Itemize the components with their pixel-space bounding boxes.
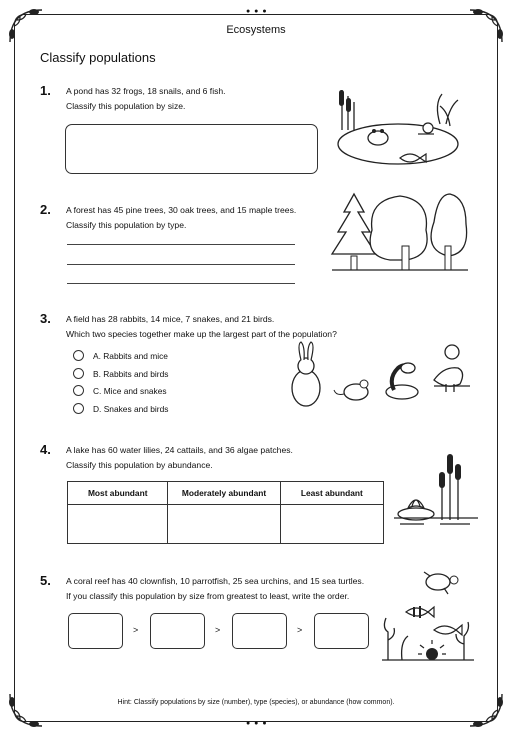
field-animals-icon xyxy=(284,336,474,412)
question-3-line-1: A field has 28 rabbits, 14 mice, 7 snakes, and 21 birds. xyxy=(66,314,275,324)
footer-hint: Hint: Classify populations by size (number), type (species), or abundance (how common). xyxy=(117,699,395,706)
table-header-row xyxy=(68,482,384,505)
radio-option-b[interactable] xyxy=(73,368,84,379)
question-4-number: 4. xyxy=(40,442,51,457)
order-slot-3[interactable] xyxy=(232,613,287,649)
greater-than-2: > xyxy=(215,625,221,635)
question-4-text xyxy=(66,443,293,473)
order-slot-1[interactable] xyxy=(68,613,123,649)
greater-than-1: > xyxy=(133,625,139,635)
question-2-answer-line-2[interactable] xyxy=(67,264,295,265)
table-row xyxy=(68,505,384,544)
coral-reef-icon xyxy=(378,568,478,664)
option-d-label: D. Snakes and birds xyxy=(93,403,169,414)
radio-option-a[interactable] xyxy=(73,350,84,361)
question-1-answer-box[interactable] xyxy=(65,124,318,174)
cell-moderately-abundant[interactable] xyxy=(168,505,280,544)
top-dots-ornament: ● ● ● xyxy=(246,8,268,15)
radio-option-c[interactable] xyxy=(73,385,84,396)
question-2-text xyxy=(66,203,296,233)
corner-vine-bottom-right-icon xyxy=(466,690,506,730)
abundance-table xyxy=(67,481,384,544)
question-2-answer-line-1[interactable] xyxy=(67,244,295,245)
lake-plants-icon xyxy=(390,448,480,530)
question-3-line-2: Which two species together make up the largest part of the population? xyxy=(66,329,337,339)
radio-option-d[interactable] xyxy=(73,403,84,414)
question-2-number: 2. xyxy=(40,202,51,217)
question-4-line-2: Classify this population by abundance. xyxy=(66,460,213,470)
header-least-abundant: Least abundant xyxy=(280,482,383,505)
question-3-option-a[interactable] xyxy=(73,350,168,361)
order-slot-2[interactable] xyxy=(150,613,205,649)
question-3-option-d[interactable] xyxy=(73,403,168,414)
option-c-label: C. Mice and snakes xyxy=(93,385,167,396)
question-5-text xyxy=(66,574,364,604)
question-5-line-1: A coral reef has 40 clownfish, 10 parrotfish, 25 sea urchins, and 15 sea turtles. xyxy=(66,576,365,586)
header-most-abundant: Most abundant xyxy=(68,482,168,505)
pond-illustration-icon xyxy=(330,84,462,176)
question-5-line-2: If you classify this population by size from greatest to least, write the order. xyxy=(66,591,350,601)
question-2-line-1: A forest has 45 pine trees, 30 oak trees, and 15 maple trees. xyxy=(66,205,297,215)
forest-trees-icon xyxy=(330,190,470,274)
question-4-line-1: A lake has 60 water lilies, 24 cattails, and 36 algae patches. xyxy=(66,445,293,455)
question-3-option-c[interactable] xyxy=(73,385,167,396)
question-2-answer-line-3[interactable] xyxy=(67,283,295,284)
question-5-number: 5. xyxy=(40,573,51,588)
question-1-number: 1. xyxy=(40,83,51,98)
corner-vine-bottom-left-icon xyxy=(6,690,46,730)
question-2-line-2: Classify this population by type. xyxy=(66,220,187,230)
order-slot-4[interactable] xyxy=(314,613,369,649)
question-1-text xyxy=(66,84,226,114)
cell-most-abundant[interactable] xyxy=(68,505,168,544)
question-3-option-b[interactable] xyxy=(73,368,168,379)
question-1-line-2: Classify this population by size. xyxy=(66,101,186,111)
question-3-number: 3. xyxy=(40,311,51,326)
section-subtitle: Classify populations xyxy=(40,50,156,65)
page-title: Ecosystems xyxy=(226,24,286,36)
option-a-label: A. Rabbits and mice xyxy=(93,350,168,361)
question-1-line-1: A pond has 32 frogs, 18 snails, and 6 fish. xyxy=(66,86,226,96)
greater-than-3: > xyxy=(297,625,303,635)
header-moderately-abundant: Moderately abundant xyxy=(168,482,280,505)
option-b-label: B. Rabbits and birds xyxy=(93,368,169,379)
cell-least-abundant[interactable] xyxy=(280,505,383,544)
bottom-dots-ornament: ● ● ● xyxy=(246,720,268,727)
